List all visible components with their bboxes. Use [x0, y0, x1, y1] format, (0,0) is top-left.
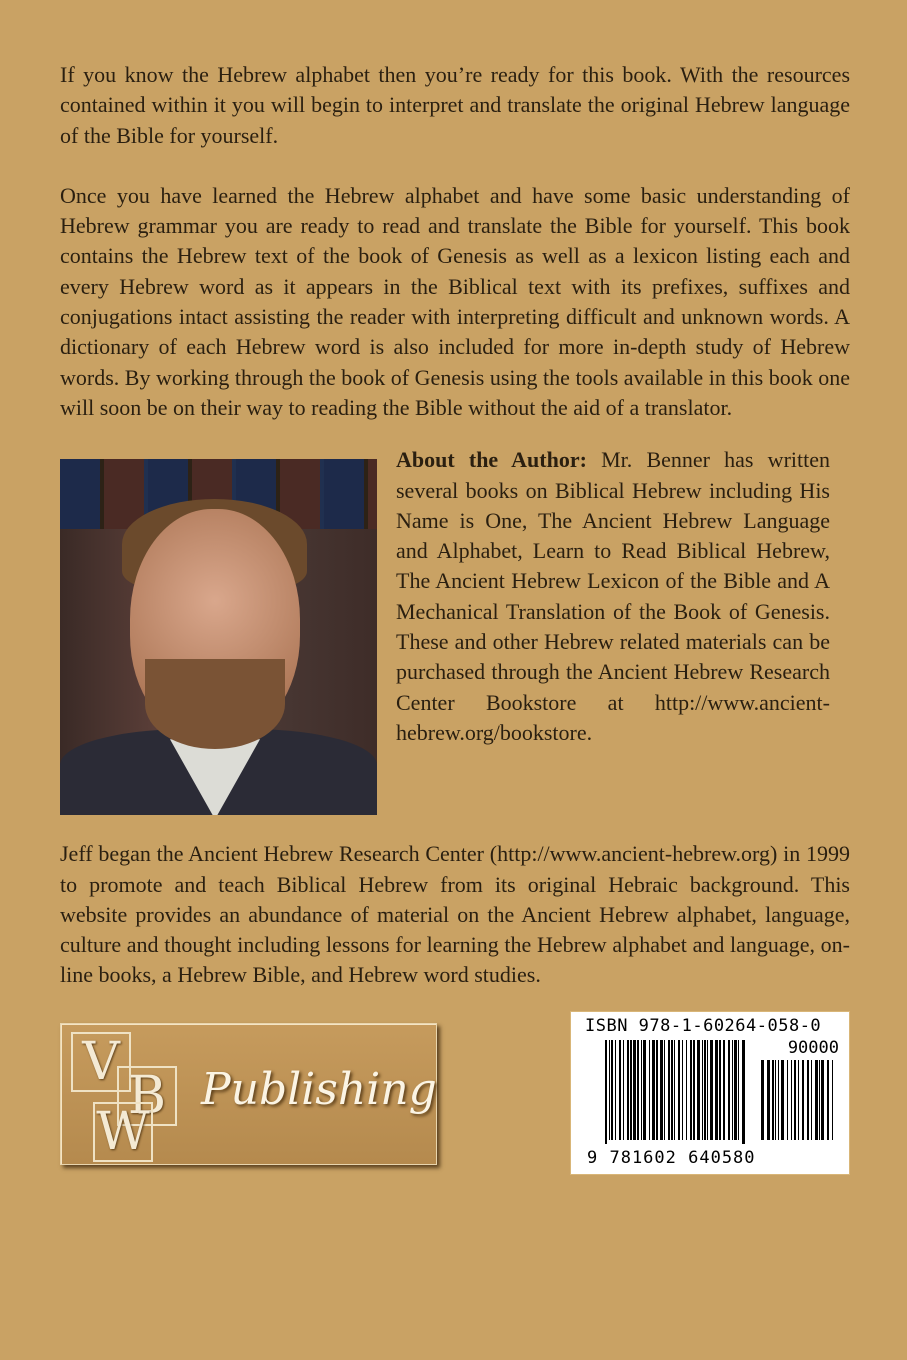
barcode-addon-bar: [787, 1060, 788, 1140]
barcode-bar: [723, 1040, 725, 1140]
isbn-text: ISBN 978-1-60264-058-0: [585, 1015, 822, 1036]
barcode-addon-bar: [778, 1060, 779, 1140]
barcode-bar: [697, 1040, 700, 1140]
barcode-bar: [641, 1040, 642, 1140]
barcode-bar: [637, 1040, 639, 1140]
barcode-bar: [702, 1040, 703, 1140]
barcode-bar: [742, 1040, 745, 1144]
barcode-addon-bar: [767, 1060, 770, 1140]
barcode-bar: [605, 1040, 607, 1144]
barcode-addon-bar: [811, 1060, 812, 1140]
barcode-addon-bar: [781, 1060, 784, 1140]
barcode-bar: [615, 1040, 616, 1140]
barcode-addon-bar: [827, 1060, 829, 1140]
bottom-row: [60, 1011, 850, 1215]
barcode-bar: [738, 1040, 739, 1140]
barcode-addon-bar: [807, 1060, 809, 1140]
research-center-paragraph: Jeff began the Ancient Hebrew Research Center (http://www.ancient-hebrew.org) in 1999 to promote and teach Biblical Hebrew from its original Hebraic background. This website provides an abundance of material on the Ancient Hebrew alphabet, language, culture and thought including lessons for learning the Hebrew alphabet and language, on-line books, a Hebrew Bible, and Hebrew word studies.: [60, 841, 850, 988]
barcode-bar: [710, 1040, 713, 1140]
barcode-addon-bar: [772, 1060, 774, 1140]
barcode-bar: [656, 1040, 658, 1140]
barcode-bar: [734, 1040, 737, 1140]
logo-publishing-text: Publishing: [201, 1063, 437, 1115]
barcode-bar: [668, 1040, 670, 1140]
barcode-addon-bar: [775, 1060, 776, 1140]
barcode-bar: [652, 1040, 655, 1140]
logo-letter-b: B: [117, 1066, 177, 1126]
price-addon: 90000: [787, 1037, 839, 1058]
barcode-addon-bar: [815, 1060, 818, 1140]
about-author-label: About the Author:: [396, 447, 587, 473]
publisher-logo: [60, 1023, 437, 1165]
barcode-bar: [728, 1040, 730, 1140]
barcode-bar: [611, 1040, 613, 1140]
description-paragraph: Once you have learned the Hebrew alphabet and have some basic understanding of Hebrew grammar you are ready to read and translate the Bible for yourself. This book contains the Hebrew text of the book of Genesis as well as a lexicon listing each and every Hebrew word as it appears in the Biblical text with its prefixes, suffixes and conjugations intact assisting the reader with interpreting difficult and unknown words. A dictionary of each Hebrew word is also included for more in-depth study of Hebrew words. By working through the book of Genesis using the tools available in this book one will soon be on their way to reading the Bible without the aid of a translator.: [60, 182, 850, 420]
logo-letter-w: W: [93, 1102, 153, 1162]
barcode-bar: [660, 1040, 663, 1140]
barcode-bar: [671, 1040, 673, 1140]
barcode-bar: [664, 1040, 665, 1140]
barcode-bar: [707, 1040, 708, 1140]
barcode-bar: [649, 1040, 650, 1140]
barcode-bar: [643, 1040, 646, 1140]
logo-letter-v: V: [71, 1032, 131, 1092]
barcode-bar: [619, 1040, 621, 1140]
barcode-addon-bar: [761, 1060, 764, 1140]
about-author-paragraph: [396, 445, 830, 748]
barcode-bar: [690, 1040, 692, 1140]
ean-number: 9 781602 640580: [587, 1147, 756, 1168]
barcode-bar: [623, 1040, 624, 1140]
barcode-bar: [609, 1040, 610, 1140]
barcode-bar: [682, 1040, 683, 1140]
barcode-bar: [674, 1040, 675, 1140]
author-photo: [60, 459, 377, 815]
barcode-bar: [732, 1040, 733, 1140]
intro-paragraph: If you know the Hebrew alphabet then you’re ready for this book. With the resources contained within it you will begin to interpret and translate the original Hebrew language of the Bible for yourself.: [60, 62, 850, 148]
barcode-bar: [719, 1040, 721, 1140]
barcode-addon-bar: [832, 1060, 833, 1140]
barcode-bar: [633, 1040, 636, 1140]
barcode-bar: [704, 1040, 706, 1140]
barcode-bar: [627, 1040, 629, 1140]
barcode-addon-bar: [821, 1060, 824, 1140]
barcode-addon-bar: [791, 1060, 792, 1140]
barcode-addon-bar: [798, 1060, 799, 1140]
barcode-addon-bar: [802, 1060, 804, 1140]
about-author-text: Mr. Benner has written several books on Biblical Hebrew including His Name is One, The Ancient Hebrew Language and Alphabet, Learn to Read Biblical Hebrew, The Ancient Hebrew Lexicon of the Bible and A Mechanical Translation of the Book of Genesis. These and other Hebrew related materials can be purchased through the Ancient Hebrew Research Center Bookstore at http://www.ancient-hebrew.org/bookstore.: [396, 447, 830, 745]
barcode-bar: [686, 1040, 687, 1140]
barcode-addon-bar: [794, 1060, 796, 1140]
barcode-bar: [630, 1040, 632, 1140]
barcode-bar: [715, 1040, 718, 1140]
barcode-addon-bar: [819, 1060, 820, 1140]
isbn-barcode: [570, 1011, 850, 1175]
barcode-bars: [605, 1040, 835, 1146]
barcode-bar: [693, 1040, 695, 1140]
about-author-section: [60, 445, 850, 815]
barcode-bar: [678, 1040, 680, 1140]
